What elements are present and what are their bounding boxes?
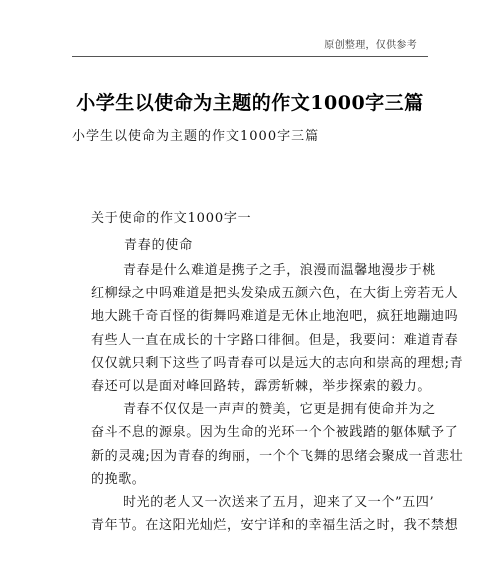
- section-heading: 关于使命的作文1000字一: [91, 211, 252, 226]
- header-note: 原创整理，仅供参考: [324, 40, 417, 51]
- essay-title: 青春的使命: [124, 238, 194, 253]
- body-line: 的挽歌。: [91, 471, 146, 487]
- header-divider: [72, 56, 428, 57]
- body-line: 地大跳千奇百怪的街舞吗难道是无休止地泡吧，疯狂地蹦迪吗: [91, 309, 459, 325]
- body-line: 青春不仅仅是一声声的赞美，它更是拥有使命并为之: [123, 402, 436, 418]
- essay-body: [91, 259, 464, 537]
- body-line: 时光的老人又一次送来了五月，迎来了又一个”五四’: [123, 494, 435, 510]
- body-line: 青春是什么难道是携子之手，浪漫而温馨地漫步于桃: [123, 263, 436, 278]
- body-line: 有些人一直在成长的十字路口徘徊。但是，我要问：难道青春: [91, 332, 459, 348]
- body-line: 新的灵魂;因为青春的绚丽，一个个飞舞的思绪会聚成一首悲壮: [91, 448, 464, 464]
- document-title: 小学生以使命为主题的作文1000字三篇: [76, 92, 424, 114]
- body-line: 春还可以是面对峰回路转，霹雳斩棘，举步探索的毅力。: [91, 378, 432, 394]
- body-line: 红柳绿之中吗难道是把头发染成五颜六色，在大街上旁若无人: [91, 286, 459, 302]
- body-line: 青年节。在这阳光灿烂，安宁详和的幸福生活之时，我不禁想: [91, 518, 459, 534]
- body-line: 奋斗不息的源泉。因为生命的光环一个个被践踏的躯体赋予了: [91, 425, 459, 441]
- body-line: 仅仅就只剩下这些了吗青春可以是远大的志向和崇高的理想;青: [91, 355, 464, 371]
- document-subtitle: 小学生以使命为主题的作文1000字三篇: [72, 129, 320, 144]
